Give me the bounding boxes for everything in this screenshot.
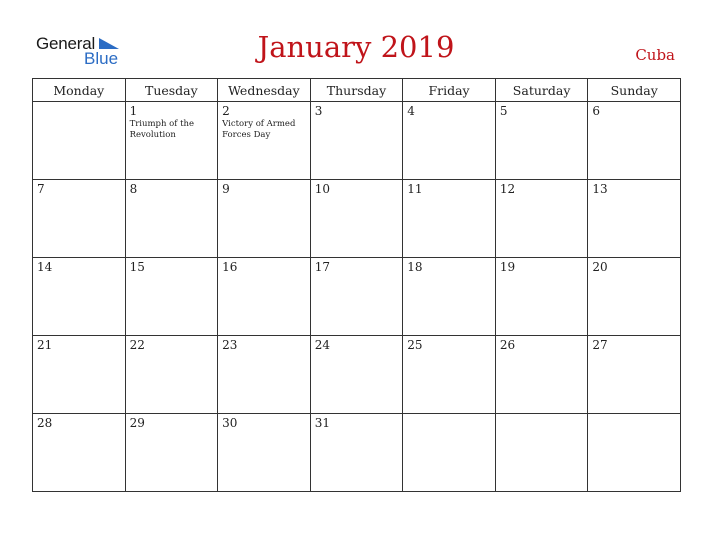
day-number: 29: [129, 416, 145, 430]
day-number: 17: [314, 260, 330, 274]
day-number: 21: [37, 338, 53, 352]
day-cell: [218, 336, 311, 414]
calendar-title: January 2019: [257, 30, 455, 64]
day-cell: [125, 414, 218, 492]
weekday-header: Friday: [403, 79, 496, 102]
day-cell: [495, 414, 588, 492]
holiday-label: [311, 118, 403, 119]
holiday-label: [588, 274, 680, 275]
holiday-label: [496, 352, 588, 353]
holiday-label: [403, 352, 495, 353]
holiday-label: [33, 196, 125, 197]
weekday-header-row: [33, 79, 681, 102]
day-number: 1: [129, 104, 138, 118]
day-cell: [218, 180, 311, 258]
holiday-label: [496, 274, 588, 275]
holiday-label: [33, 104, 125, 105]
holiday-label: [403, 416, 495, 417]
holiday-label: [496, 118, 588, 119]
day-number: 14: [37, 260, 53, 274]
day-number: 28: [37, 416, 53, 430]
week-row: [33, 336, 681, 414]
week-row: [33, 102, 681, 180]
holiday-label: [33, 274, 125, 275]
holiday-label: [403, 196, 495, 197]
weekday-header: Monday: [33, 79, 126, 102]
brand-name-general: General: [36, 34, 96, 53]
holiday-label: [588, 196, 680, 197]
holiday-label: [33, 430, 125, 431]
holiday-label: [311, 352, 403, 353]
day-number: 5: [499, 104, 508, 118]
holiday-label: [588, 352, 680, 353]
weekday-header: Saturday: [495, 79, 588, 102]
day-number: 23: [222, 338, 238, 352]
holiday-label: [218, 352, 310, 353]
holiday-label: [218, 196, 310, 197]
day-cell: [403, 102, 496, 180]
week-row: [33, 258, 681, 336]
day-cell: [310, 336, 403, 414]
holiday-label: Triumph of the Revolution: [129, 119, 195, 140]
holiday-label: [311, 430, 403, 431]
holiday-label: [496, 416, 588, 417]
day-cell: [403, 414, 496, 492]
day-number: 6: [592, 104, 601, 118]
day-cell: [495, 258, 588, 336]
day-cell: [33, 336, 126, 414]
day-cell: [588, 414, 681, 492]
day-cell: [310, 180, 403, 258]
holiday-label: [496, 196, 588, 197]
day-cell: [588, 180, 681, 258]
day-cell: [218, 258, 311, 336]
day-number: 7: [37, 182, 45, 196]
holiday-label: [311, 274, 403, 275]
holiday-label: Victory of Armed Forces Day: [222, 119, 296, 140]
day-number: 31: [314, 416, 330, 430]
day-number: 15: [129, 260, 145, 274]
day-cell: [310, 414, 403, 492]
calendar-grid: [32, 78, 681, 492]
day-cell: [403, 180, 496, 258]
day-number: 10: [314, 182, 330, 196]
day-cell: [33, 180, 126, 258]
day-cell: [125, 102, 218, 180]
day-cell: [33, 258, 126, 336]
holiday-label: [588, 416, 680, 417]
day-cell: [495, 336, 588, 414]
day-number: 20: [592, 260, 608, 274]
day-number: 9: [222, 182, 230, 196]
holiday-label: [311, 196, 403, 197]
day-number: 27: [592, 338, 608, 352]
brand-name-blue: Blue: [84, 49, 119, 68]
week-row: [33, 180, 681, 258]
day-number: 30: [222, 416, 238, 430]
day-cell: [125, 336, 218, 414]
day-number: 11: [407, 182, 423, 196]
day-number: 24: [314, 338, 330, 352]
holiday-label: [126, 196, 218, 197]
holiday-label: [33, 352, 125, 353]
day-number: 19: [499, 260, 516, 274]
day-number: 2: [222, 104, 230, 118]
weekday-header: Thursday: [310, 79, 403, 102]
week-row: [33, 414, 681, 492]
weekday-header: Wednesday: [218, 79, 311, 102]
country-label: Cuba: [635, 46, 675, 64]
holiday-label: [403, 274, 495, 275]
day-cell: [403, 336, 496, 414]
day-cell: [125, 258, 218, 336]
holiday-label: [126, 352, 218, 353]
day-number: 18: [407, 260, 423, 274]
day-number: 13: [592, 182, 608, 196]
day-number: 22: [129, 338, 145, 352]
day-number: 3: [314, 104, 323, 118]
day-cell: [33, 102, 126, 180]
day-number: 16: [222, 260, 238, 274]
day-cell: [218, 102, 311, 180]
day-cell: [310, 102, 403, 180]
day-cell: [218, 414, 311, 492]
weekday-header: Tuesday: [125, 79, 218, 102]
day-cell: [495, 102, 588, 180]
holiday-label: [588, 118, 680, 119]
day-number: 4: [407, 104, 415, 118]
day-cell: [125, 180, 218, 258]
day-cell: [310, 258, 403, 336]
holiday-label: [126, 274, 218, 275]
weekday-header: Sunday: [588, 79, 681, 102]
holiday-label: [126, 430, 218, 431]
day-cell: [403, 258, 496, 336]
holiday-label: [218, 274, 310, 275]
day-cell: [33, 414, 126, 492]
day-cell: [588, 336, 681, 414]
day-cell: [495, 180, 588, 258]
day-number: 12: [499, 182, 516, 196]
day-number: 8: [129, 182, 138, 196]
holiday-label: [218, 430, 310, 431]
holiday-label: [403, 118, 495, 119]
day-number: 26: [499, 338, 516, 352]
day-cell: [588, 258, 681, 336]
day-cell: [588, 102, 681, 180]
day-number: 25: [407, 338, 423, 352]
